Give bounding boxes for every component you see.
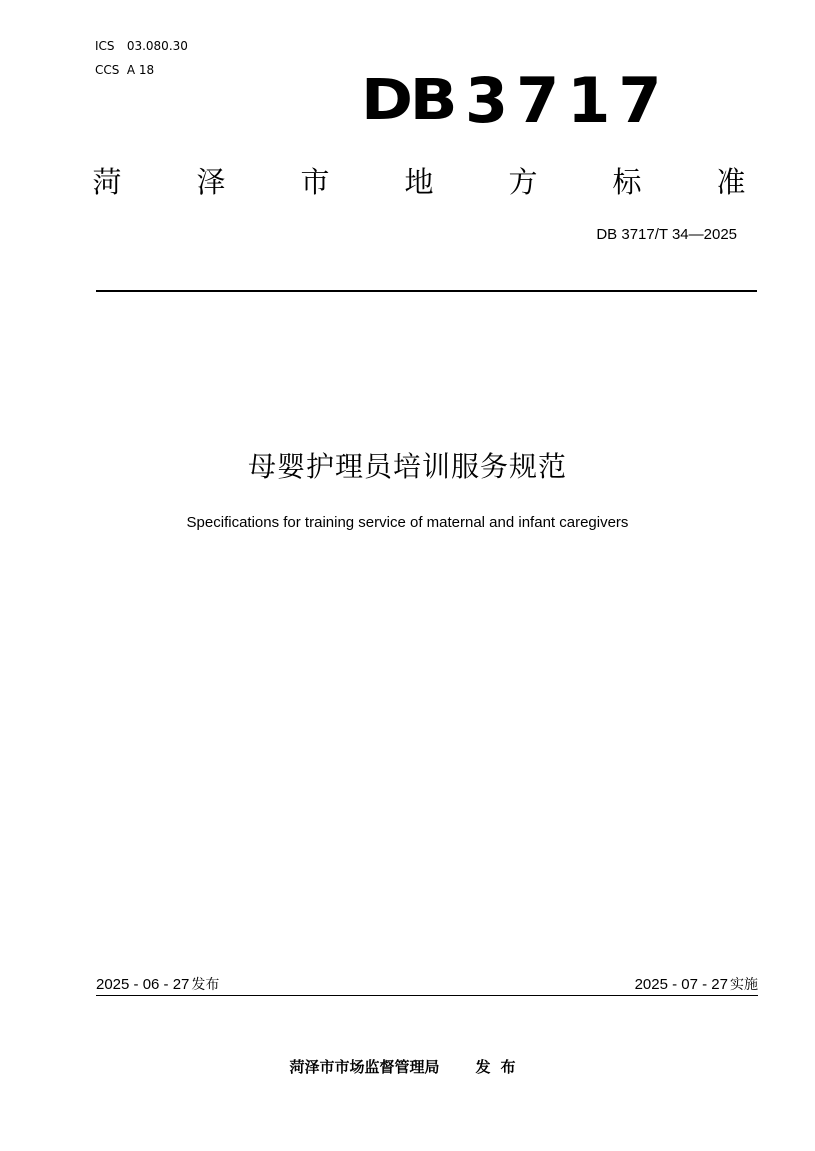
implement-date: 2025 - 07 - 27: [634, 976, 728, 993]
publisher-name: 菏泽市市场监督管理局: [289, 1058, 440, 1076]
standard-type-char: 菏: [92, 165, 122, 199]
standard-number: DB 3717/T 34—2025: [596, 226, 737, 243]
ics-value: 03.080.30: [126, 39, 188, 53]
ccs-value: A 18: [126, 63, 155, 77]
top-divider: [96, 290, 757, 292]
ics-label: ICS: [95, 39, 115, 53]
publisher-line: [0, 1056, 815, 1077]
db-logo: [361, 64, 670, 137]
ccs-label: CCS: [95, 63, 120, 77]
implement-label: 实施: [730, 977, 758, 993]
implement-date-line: [635, 974, 758, 994]
release-label: 发布: [191, 977, 220, 993]
ccs-code: [95, 63, 154, 77]
release-date: 2025 - 06 - 27: [96, 976, 190, 993]
document-title-en: Specifications for training service of maternal and infant caregivers: [186, 514, 629, 531]
db-logo-letters: DB: [361, 68, 455, 133]
bottom-divider: [96, 995, 758, 996]
standard-type-heading: [89, 160, 749, 201]
release-date-line: [96, 974, 219, 994]
publisher-action: 发布: [475, 1058, 526, 1076]
standard-type-char: 泽: [196, 165, 226, 199]
ics-code: [95, 39, 188, 53]
db-logo-number: 3717: [465, 64, 670, 137]
standard-type-char: 准: [716, 165, 746, 199]
document-title-zh: 母婴护理员培训服务规范: [247, 450, 567, 483]
standard-type-char: 地: [404, 165, 434, 199]
standard-type-char: 方: [508, 165, 538, 199]
standard-type-char: 标: [612, 165, 642, 199]
standard-type-char: 市: [300, 165, 330, 199]
